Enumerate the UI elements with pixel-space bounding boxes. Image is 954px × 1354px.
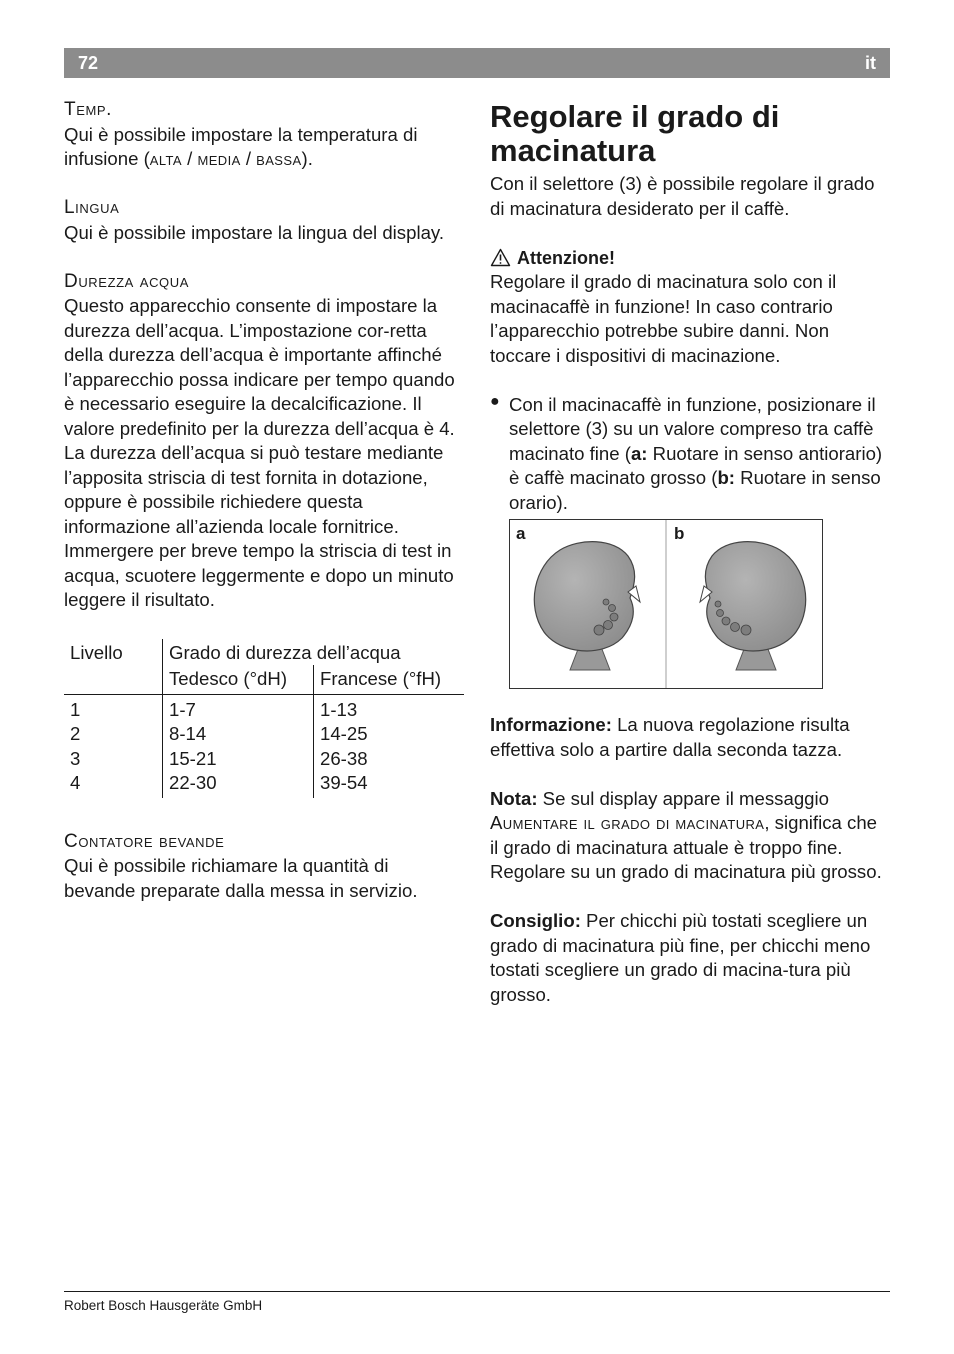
nota-paragraph: [490, 787, 890, 885]
footer-divider: [64, 1291, 890, 1292]
bullet-text-2: Ruotare in senso antiorario) è caffè macinato grosso (: [509, 442, 883, 488]
temp-option-media: media: [197, 148, 241, 169]
warning-text: Regolare il grado di macinatura solo con il macinacaffè in funzione! In caso contrario l’apparecchio potrebbe subire danni. Non toccare i dispositivi di macinazione.: [490, 271, 837, 366]
durezza-heading: Durezza acqua: [64, 270, 190, 292]
bullet-dot-icon: ●: [490, 392, 500, 410]
figure-label-b: b: [674, 524, 685, 543]
table-cell-fr: 39-54: [314, 771, 465, 798]
temp-text-end: ).: [301, 148, 313, 169]
table-cell-fr: 26-38: [314, 747, 465, 772]
language-code: it: [865, 53, 876, 73]
footer-company: Robert Bosch Hausgeräte GmbH: [64, 1298, 263, 1313]
bullet-text-3: Ruotare in senso orario).: [509, 467, 881, 513]
warning-triangle-icon: [490, 248, 511, 267]
table-header-group: Grado di durezza dell’acqua: [163, 639, 465, 666]
table-cell-de: 15-21: [163, 747, 314, 772]
temp-text: [64, 123, 464, 172]
bullet-label-a: a:: [630, 442, 648, 464]
table-header-level: Livello: [70, 641, 123, 663]
table-row: [64, 694, 464, 722]
durezza-paragraph-2: La durezza dell’acqua si può testare mediante l’apposita striscia di test fornita in dotazione, oppure è possibile richiedere questa informazione all’azienda locale fornitrice.: [64, 442, 444, 537]
warning-label: Attenzione!: [517, 247, 615, 268]
left-column: [64, 98, 464, 903]
durezza-paragraph-1: Questo apparecchio consente di impostare la durezza dell’acqua. L’impostazione cor-retta della durezza dell’acqua è importante affinché l’apparecchio possa indicare per tempo quando è necessario eseguire la decalcificazione. Il valore predefinito per la durezza dell’acqua è 4.: [64, 295, 455, 439]
temp-option-alta: alta: [149, 148, 182, 169]
table-cell-fr: 14-25: [314, 722, 465, 747]
table-row: [64, 771, 464, 798]
table-cell-fr: 1-13: [314, 694, 465, 722]
temp-text-start: Qui è possibile impostare la temperatura di infusione (: [64, 123, 418, 169]
table-row: [64, 747, 464, 772]
contatore-heading: Contatore bevande: [64, 830, 225, 852]
table-cell-de: 8-14: [163, 722, 314, 747]
lingua-text: Qui è possibile impostare la lingua del display.: [64, 221, 445, 243]
table-cell-level: 3: [70, 747, 81, 769]
info-text: La nuova regolazione risulta effettiva solo a partire dalla seconda tazza.: [490, 714, 850, 760]
contatore-text: Qui è possibile richiamare la quantità di bevande preparate dalla messa in servizio.: [64, 855, 418, 901]
nota-text-2: , significa che il grado di macinatura attuale è troppo fine. Regolare su un grado di macinatura più grosso.: [490, 812, 882, 882]
table-cell-level: 1: [70, 698, 81, 720]
table-header-de: Tedesco (°dH): [163, 665, 314, 694]
figure-label-a: a: [516, 524, 526, 543]
water-hardness-table: [64, 639, 464, 798]
page-number: 72: [78, 53, 99, 73]
nota-text-1: Se sul display appare il messaggio: [537, 787, 829, 809]
nota-label: Nota:: [490, 787, 538, 809]
table-cell-level: 4: [70, 772, 81, 793]
lingua-heading: Lingua: [64, 197, 120, 218]
warning-heading: [490, 246, 890, 271]
table-header-fr: Francese (°fH): [314, 665, 465, 694]
table-cell-de: 1-7: [163, 694, 314, 722]
bullet-text-1: Con il macinacaffè in funzione, posizionare il selettore (3) su un valore compreso tra caffè macinato fine (: [509, 393, 876, 464]
selector-knob-b-icon: [700, 542, 806, 670]
grind-selector-figure: [509, 519, 823, 689]
selector-knob-a-icon: [534, 542, 640, 670]
temp-heading: Temp.: [64, 99, 113, 120]
table-cell-level: 2: [70, 723, 81, 744]
temp-separator-1: /: [181, 148, 198, 169]
table-cell-de: 22-30: [163, 771, 314, 798]
intro-text: Con il selettore (3) è possibile regolare il grado di macinatura desiderato per il caffè.: [490, 173, 875, 219]
table-row: [64, 722, 464, 747]
durezza-paragraph-3: Immergere per breve tempo la striscia di test in acqua, scuotere leggermente e dopo un minuto leggere il risultato.: [64, 540, 454, 610]
bullet-label-b: b:: [717, 467, 735, 488]
consiglio-paragraph: [490, 909, 890, 1007]
temp-option-bassa: bassa: [256, 148, 302, 169]
consiglio-label: Consiglio:: [490, 910, 581, 931]
info-paragraph: [490, 713, 890, 762]
consiglio-text: Per chicchi più tostati scegliere un grado di macinatura più fine, per chicchi meno tostati scegliere un grado di macina-tura più grosso.: [490, 910, 871, 1005]
page-header-bar: [64, 48, 890, 78]
temp-separator-2: /: [240, 148, 257, 169]
right-column: [490, 98, 890, 1007]
info-label: Informazione:: [490, 714, 612, 735]
nota-message: Aumentare il grado di macinatura: [490, 812, 765, 833]
bullet-instruction: [490, 393, 890, 516]
section-title: Regolare il grado di macinatura: [490, 99, 780, 168]
